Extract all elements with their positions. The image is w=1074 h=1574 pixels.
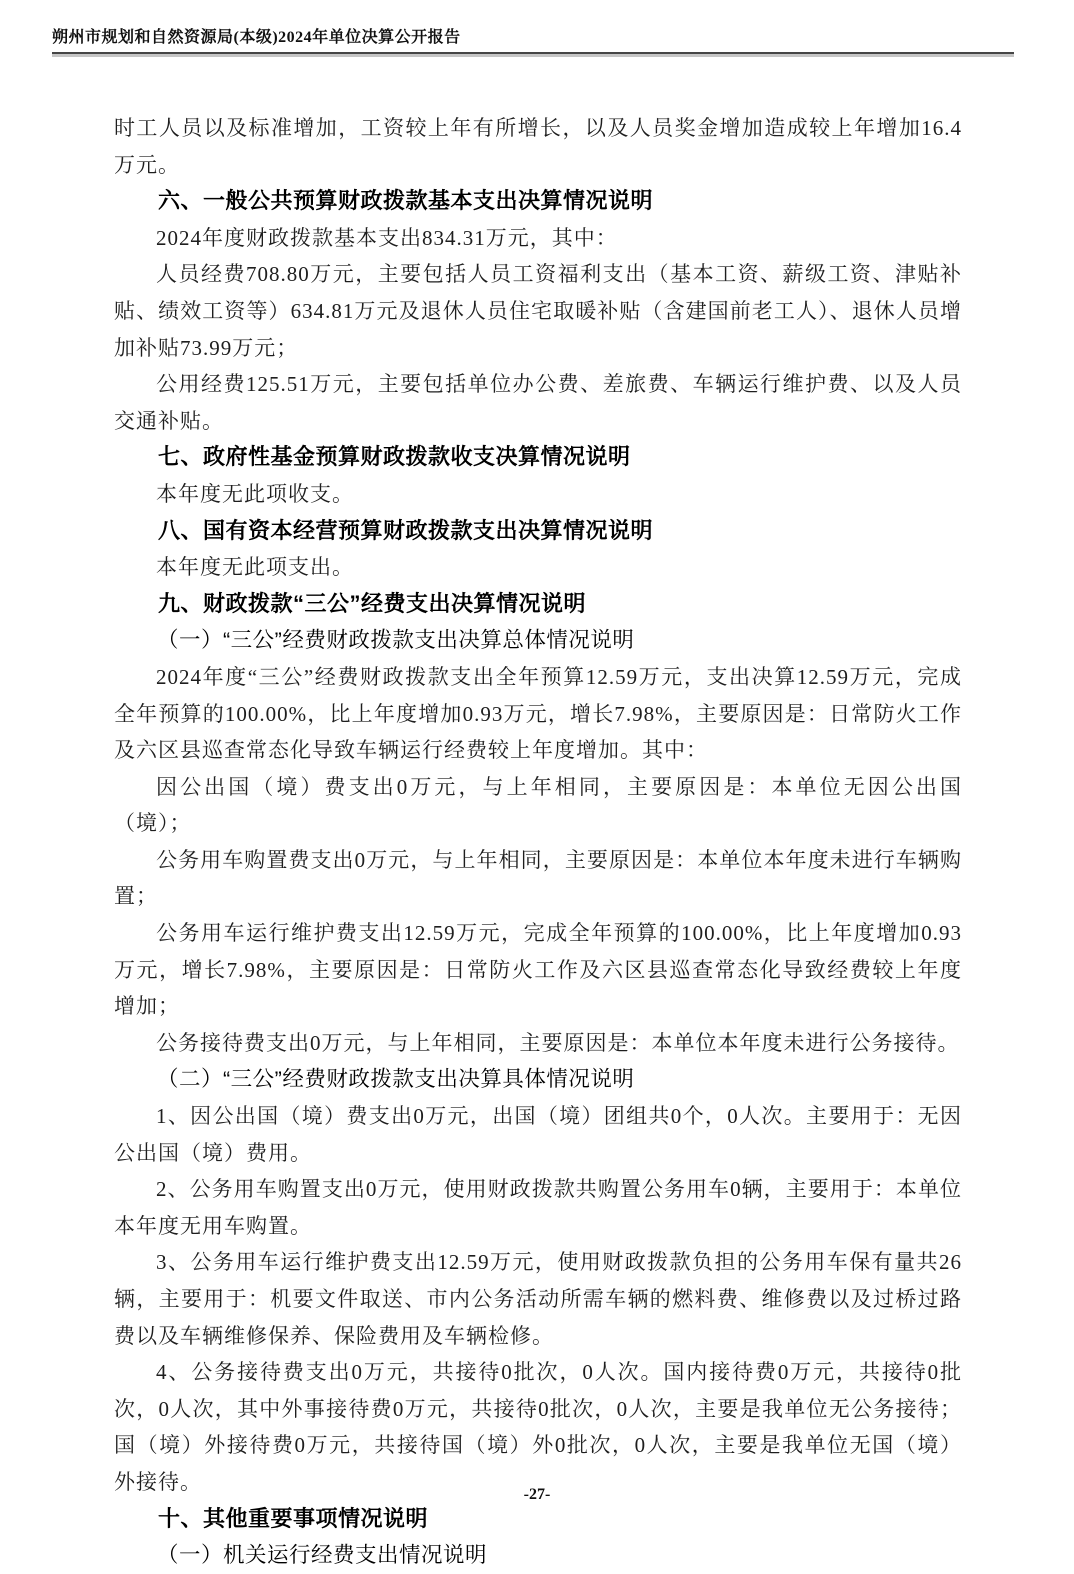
paragraph: 4、公务接待费支出0万元，共接待0批次，0人次。国内接待费0万元，共接待0批次，0人次，其中外事接待费0万元，共接待0批次，0人次，主要是我单位无公务接待；国（境）外接待费0万元，共接待国（境）外0批次，0人次，主要是我单位无国（境）外接待。 [114,1360,962,1494]
paragraph: 2024年度财政拨款基本支出834.31万元，其中： [156,225,618,250]
paragraph: 本年度无此项支出。 [156,555,354,580]
subsection-heading-9-1: （一）“三公”经费财政拨款支出决算总体情况说明 [157,628,635,653]
paragraph: 本年度无此项收支。 [156,481,354,506]
paragraph: 3、公务用车运行维护费支出12.59万元，使用财政拨款负担的公务用车保有量共26辆，主要用于：机要文件取送、市内公务活动所需车辆的燃料费、维修费以及过桥过路费以及车辆维修保养、保险费用及车辆检修。 [114,1250,962,1348]
section-heading-6: 六、一般公共预算财政拨款基本支出决算情况说明 [158,188,654,214]
page-header-title: 朔州市规划和自然资源局(本级)2024年单位决算公开报告 [52,29,461,46]
section-heading-8: 八、国有资本经营预算财政拨款支出决算情况说明 [158,517,654,543]
subsection-heading-10-1: （一）机关运行经费支出情况说明 [157,1543,488,1568]
section-heading-7: 七、政府性基金预算财政拨款收支决算情况说明 [158,444,631,470]
paragraph: 公务用车运行维护费支出12.59万元，完成全年预算的100.00%，比上年度增加0.93万元，增长7.98%，主要原因是：日常防火工作及六区县巡查常态化导致经费较上年度增加； [114,921,962,1019]
paragraph: 1、因公出国（境）费支出0万元，出国（境）团组共0个，0人次。主要用于：无因公出国（境）费用。 [114,1104,962,1165]
page-header [52,24,1014,54]
subsection-heading-9-2: （二）“三公”经费财政拨款支出决算具体情况说明 [157,1067,635,1092]
page-number: -27- [523,1486,551,1503]
paragraph: 2024年度“三公”经费财政拨款支出全年预算12.59万元，支出决算12.59万元，完成全年预算的100.00%，比上年度增加0.93万元，增长7.98%，主要原因是：日常防火工作及六区县巡查常态化导致车辆运行经费较上年度增加。其中： [114,664,962,763]
paragraph-continued: 时工人员以及标准增加，工资较上年有所增长，以及人员奖金增加造成较上年增加16.4万元。 [114,116,962,177]
document-body [114,110,962,1574]
section-heading-9: 九、财政拨款“三公”经费支出决算情况说明 [158,590,587,616]
paragraph: 2、公务用车购置支出0万元，使用财政拨款共购置公务用车0辆，主要用于：本单位本年度无用车购置。 [114,1177,962,1238]
paragraph: 因公出国（境）费支出0万元，与上年相同，主要原因是：本单位无因公出国（境）； [114,774,962,836]
paragraph: 公用经费125.51万元，主要包括单位办公费、差旅费、车辆运行维护费、以及人员交通补贴。 [114,372,962,433]
paragraph: 公务接待费支出0万元，与上年相同，主要原因是：本单位本年度未进行公务接待。 [156,1030,960,1055]
paragraph: 公务用车购置费支出0万元，与上年相同，主要原因是：本单位本年度未进行车辆购置； [114,847,962,909]
section-heading-10: 十、其他重要事项情况说明 [158,1505,429,1531]
paragraph: 人员经费708.80万元，主要包括人员工资福利支出（基本工资、薪级工资、津贴补贴、绩效工资等）634.81万元及退休人员住宅取暖补贴（含建国前老工人）、退休人员增加补贴73.99万元； [114,262,962,360]
